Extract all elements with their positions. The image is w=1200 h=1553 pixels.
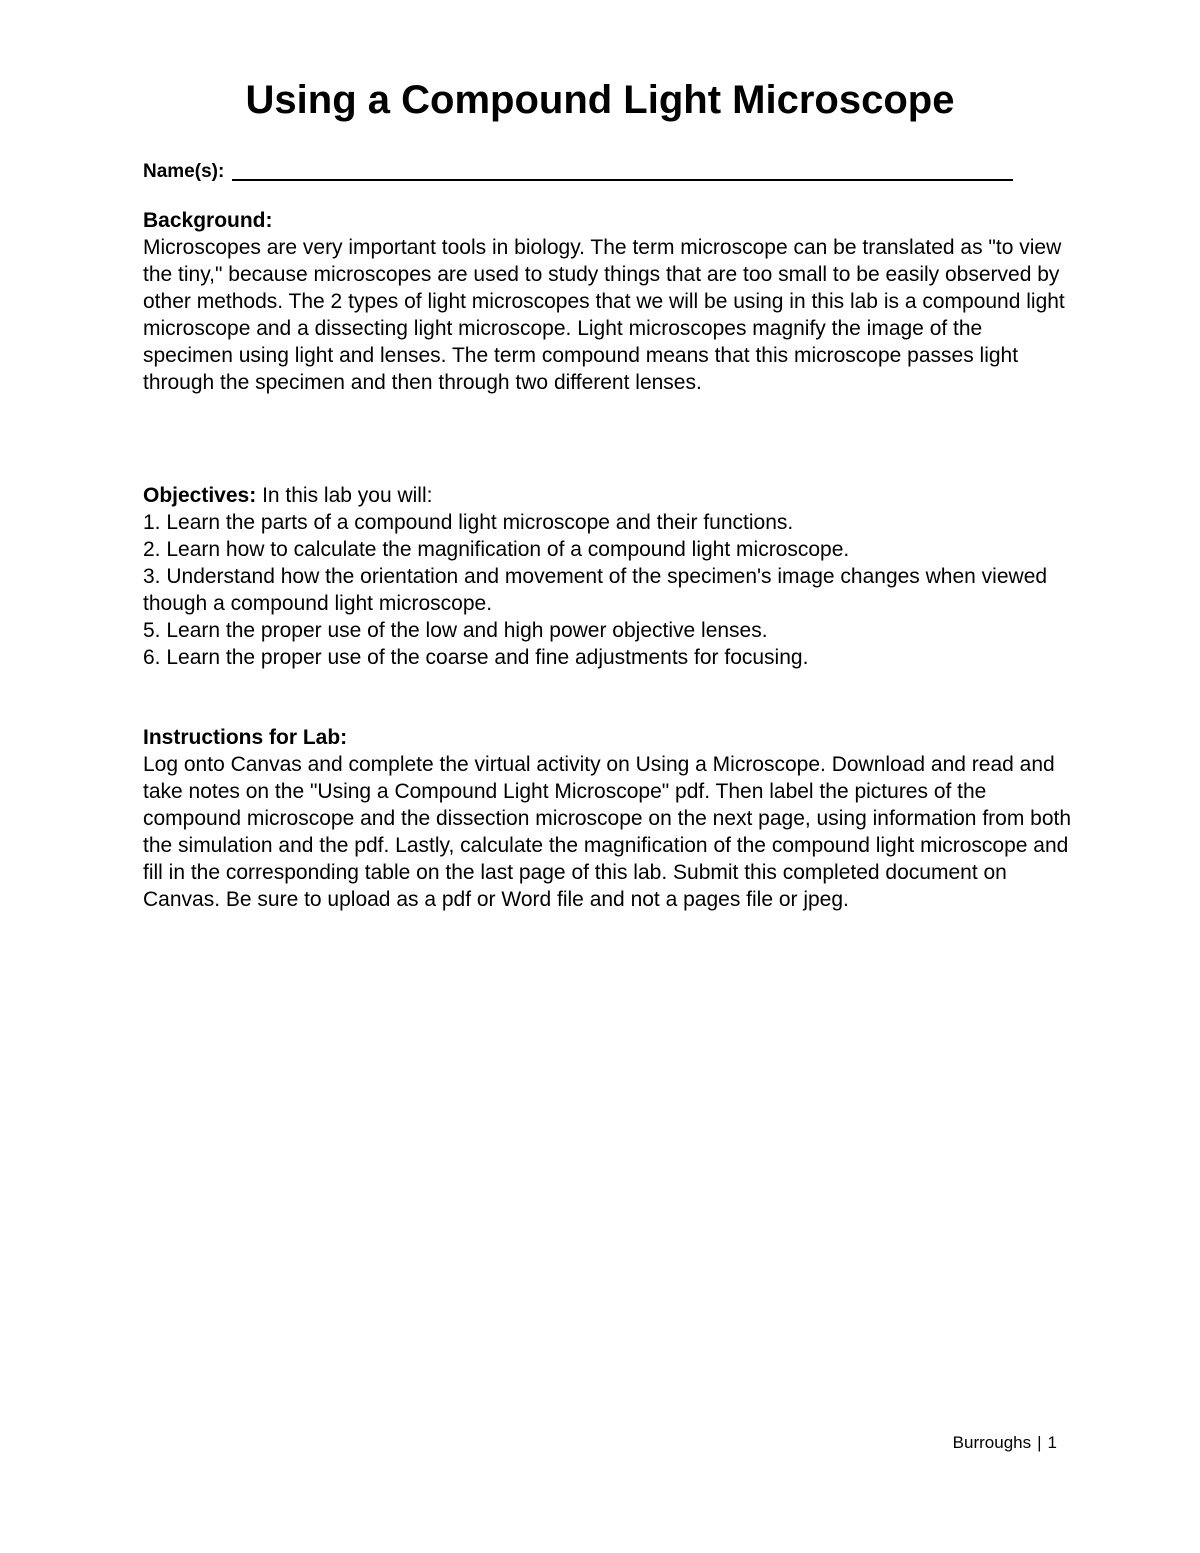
background-heading: Background: [143, 209, 273, 232]
instructions-section [143, 724, 1073, 913]
footer-page-number: 1 [1047, 1433, 1057, 1452]
footer-separator: | [1037, 1433, 1042, 1452]
name-blank-line[interactable] [232, 179, 1013, 181]
objective-item: 6. Learn the proper use of the coarse and fine adjustments for focusing. [143, 646, 809, 669]
objective-item: 1. Learn the parts of a compound light microscope and their functions. [143, 511, 794, 534]
objective-item: 2. Learn how to calculate the magnification of a compound light microscope. [143, 538, 850, 561]
instructions-text: Log onto Canvas and complete the virtual activity on Using a Microscope. Download and read and take notes on the "Using a Compound Light Microscope" pdf. Then label the pictures of the compound microscope and the dissection microscope on the next page, using information from both the simulation and the pdf. Lastly, calculate the magnification of the compound light microscope and fill in the corresponding table on the last page of this lab. Submit this completed document on Canvas. Be sure to upload as a pdf or Word file and not a pages file or jpeg. [143, 753, 1072, 911]
page-title: Using a Compound Light Microscope [245, 78, 955, 122]
instructions-heading: Instructions for Lab: [143, 726, 348, 749]
objectives-heading: Objectives: [143, 484, 257, 507]
objective-item: 3. Understand how the orientation and movement of the specimen's image changes when viewed though a compound light microscope. [143, 565, 1048, 615]
name-label: Name(s): [143, 161, 225, 182]
footer-author: Burroughs [952, 1433, 1032, 1452]
name-field[interactable] [143, 159, 1013, 185]
objectives-intro-line [143, 482, 1073, 509]
page-footer [953, 1431, 1057, 1455]
objective-item: 5. Learn the proper use of the low and high power objective lenses. [143, 619, 768, 642]
objectives-intro: In this lab you will: [262, 484, 433, 507]
background-section [143, 207, 1073, 396]
background-text: Microscopes are very important tools in biology. The term microscope can be translated as "to view the tiny," because microscopes are used to study things that are too small to be easily observed by other methods. The 2 types of light microscopes that we will be using in this lab is a compound light microscope and a dissecting light microscope. Light microscopes magnify the image of the specimen using light and lenses. The term compound means that this microscope passes light through the specimen and then through two different lenses. [143, 236, 1065, 394]
objectives-section [143, 482, 1073, 671]
